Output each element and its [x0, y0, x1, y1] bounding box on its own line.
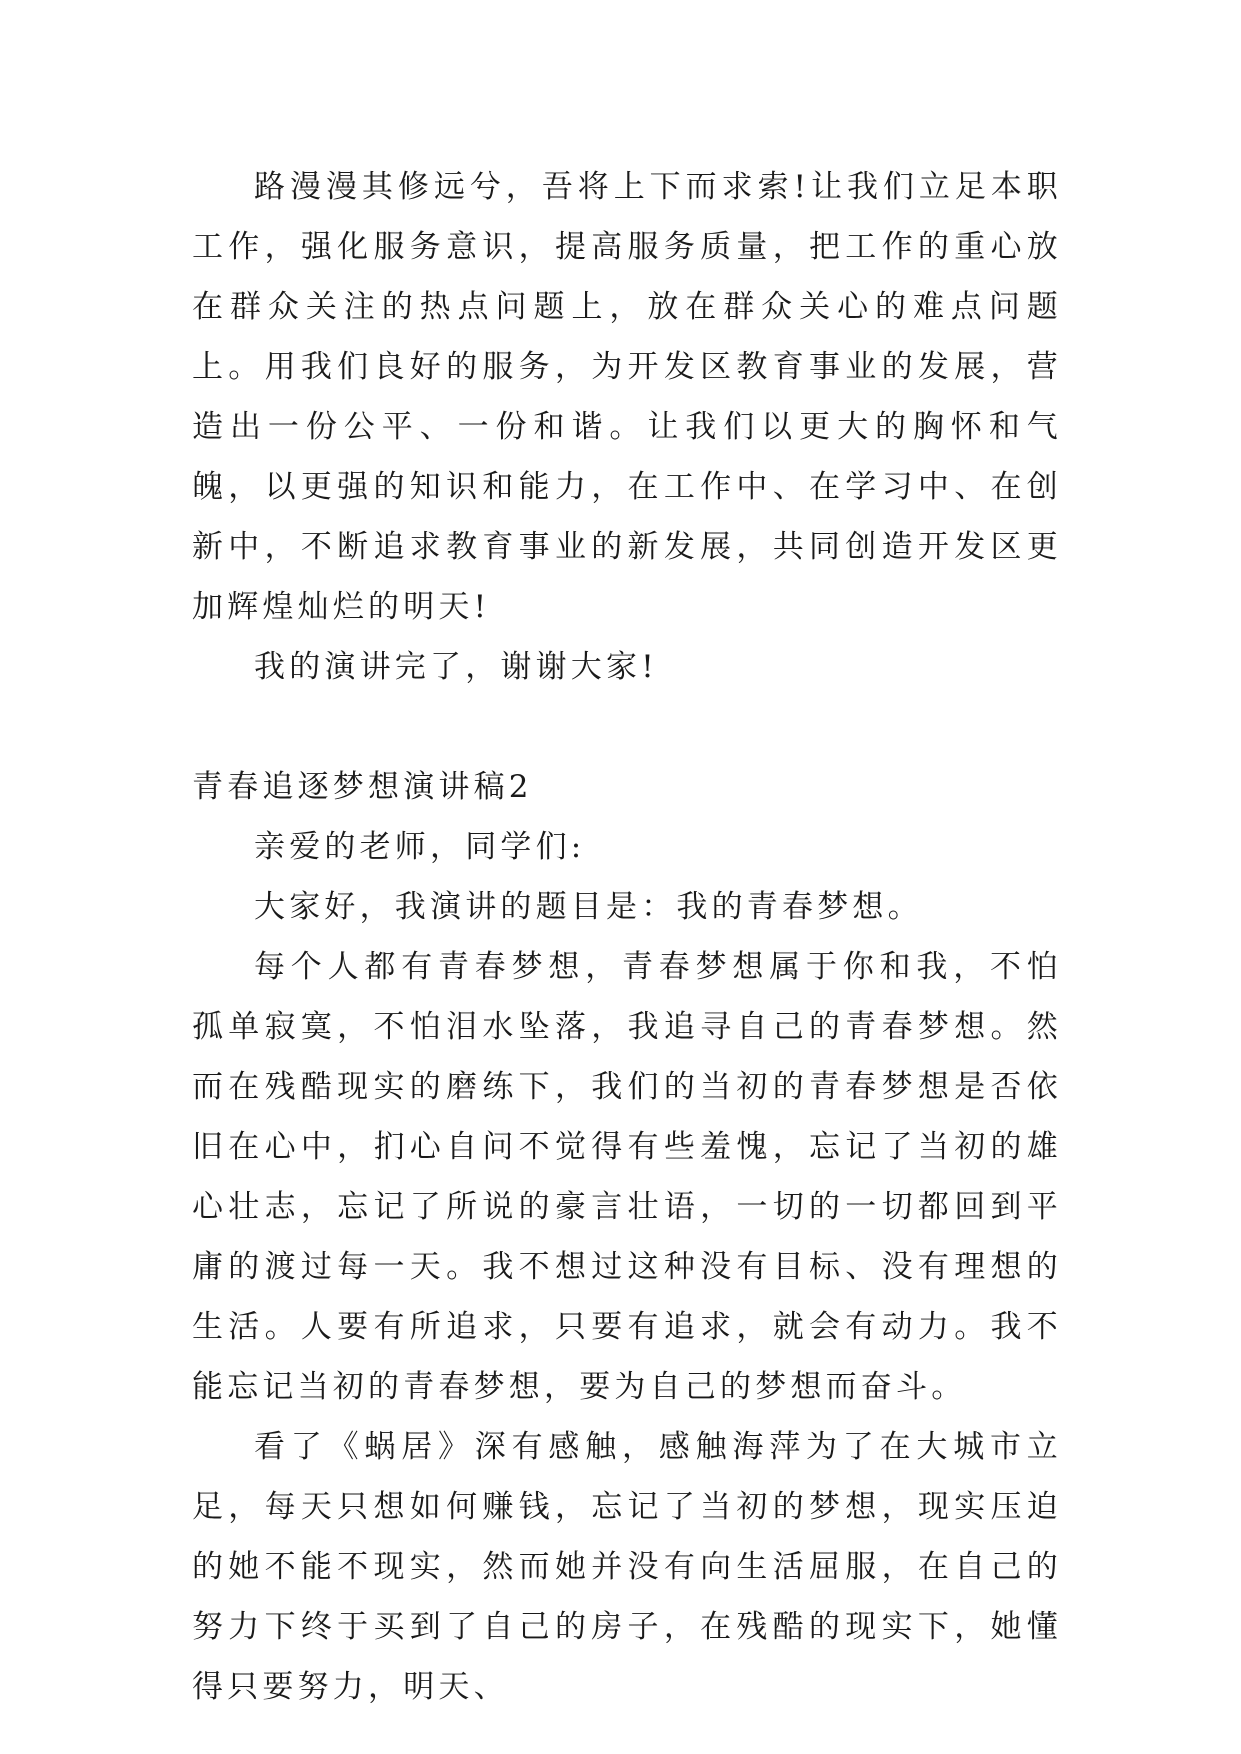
body-paragraph: 看了《蜗居》深有感触，感触海萍为了在大城市立足，每天只想如何赚钱，忘记了当初的梦想，现实压迫的她不能不现实，然而她并没有向生活屈服，在自己的努力下终于买到了自己的房子，在残酷的现实下，她懂得只要努力，明天、: [192, 1429, 1062, 1705]
salutation-paragraph: 亲爱的老师，同学们:: [254, 829, 586, 865]
section-title: 青春追逐梦想演讲稿2: [192, 769, 533, 805]
section-spacer: [192, 697, 1062, 757]
greeting-paragraph: 大家好，我演讲的题目是：我的青春梦想。: [254, 889, 923, 925]
closing-paragraph: 我的演讲完了，谢谢大家!: [254, 649, 658, 685]
body-paragraph: 每个人都有青春梦想，青春梦想属于你和我，不怕孤单寂寞，不怕泪水坠落，我追寻自己的青春梦想。然而在残酷现实的磨练下，我们的当初的青春梦想是否依旧在心中，扪心自问不觉得有些羞愧，忘记了当初的雄心壮志，忘记了所说的豪言壮语，一切的一切都回到平庸的渡过每一天。我不想过这种没有目标、没有理想的生活。人要有所追求，只要有追求，就会有动力。我不能忘记当初的青春梦想，要为自己的梦想而奋斗。: [192, 949, 1062, 1405]
body-paragraph: 路漫漫其修远兮，吾将上下而求索!让我们立足本职工作，强化服务意识，提高服务质量，把工作的重心放在群众关注的热点问题上，放在群众关心的难点问题上。用我们良好的服务，为开发区教育事业的发展，营造出一份公平、一份和谐。让我们以更大的胸怀和气魄，以更强的知识和能力，在工作中、在学习中、在创新中，不断追求教育事业的新发展，共同创造开发区更加辉煌灿烂的明天!: [192, 169, 1062, 625]
document-body: [192, 157, 1062, 1717]
